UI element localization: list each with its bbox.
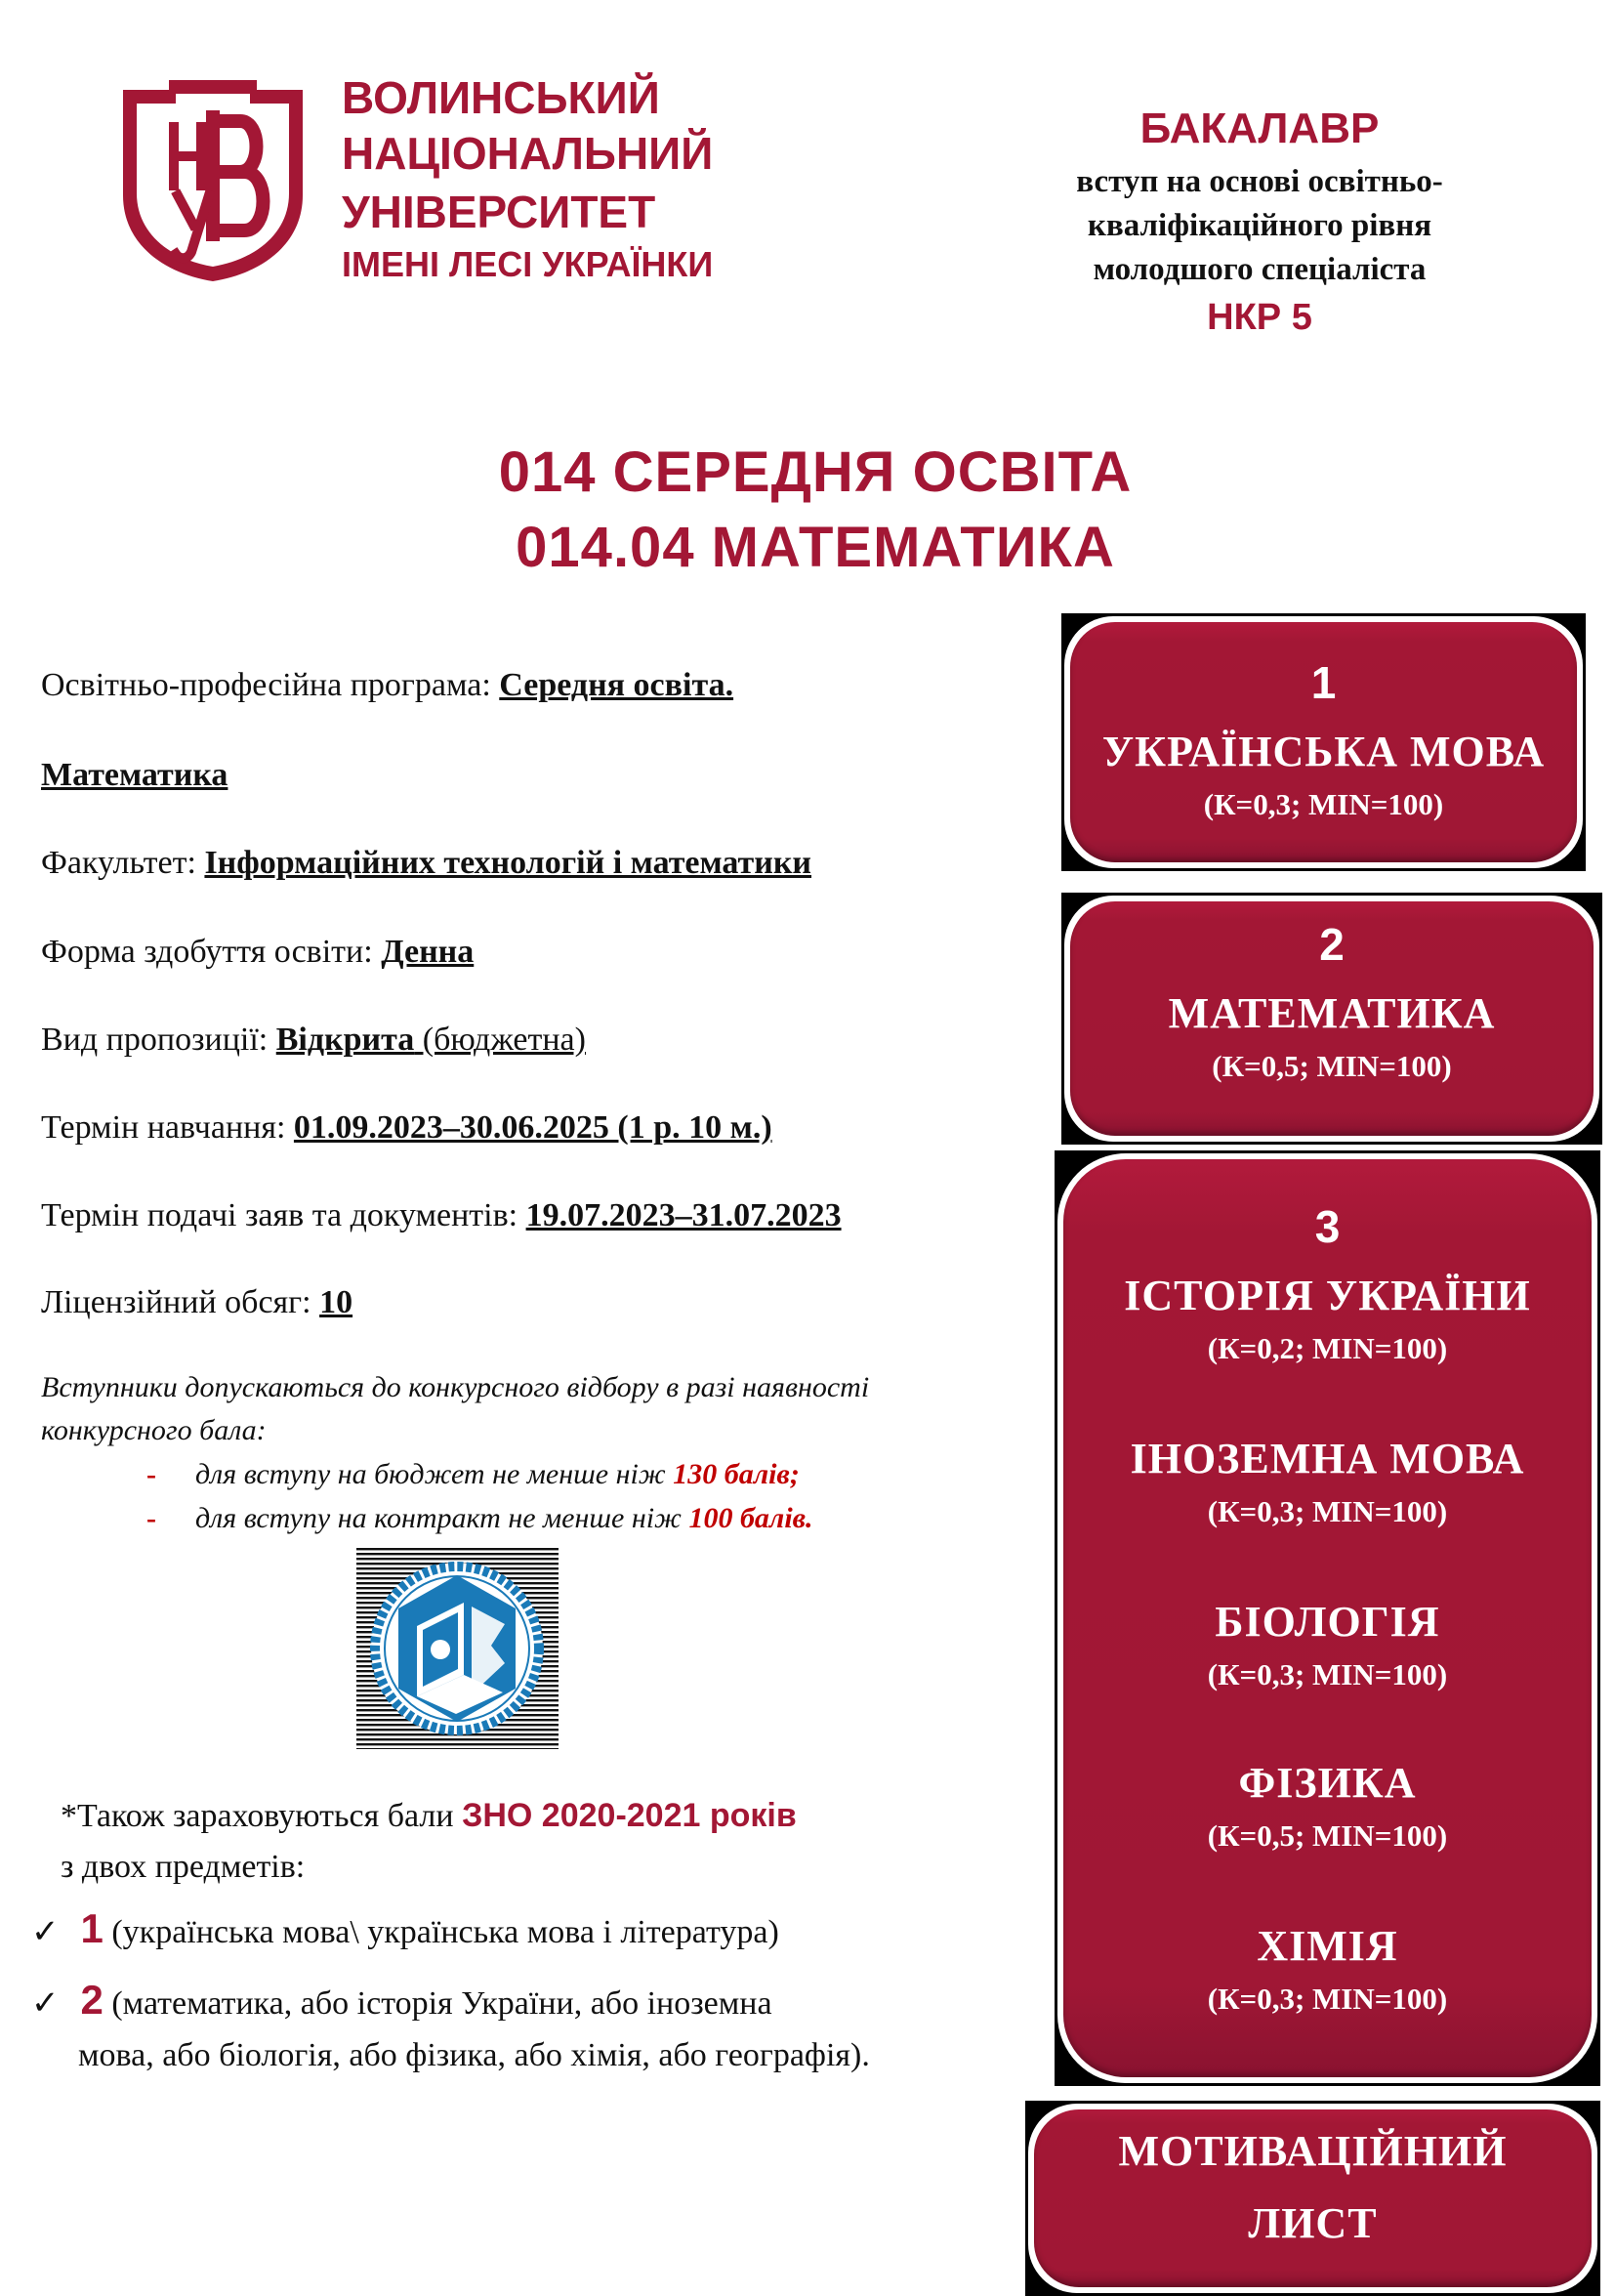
subject-option-name: ФІЗИКА: [1238, 1759, 1417, 1807]
subject-params: (К=0,3; MIN=100): [1203, 787, 1444, 821]
admission-item-value: 100 балів.: [688, 1502, 813, 1534]
subject-name: УКРАЇНСЬКА МОВА: [1101, 728, 1546, 775]
motivation-letter-line: МОТИВАЦІЙНИЙ: [1118, 2127, 1508, 2175]
subject-option-params: (К=0,3; MIN=100): [1207, 1657, 1448, 1691]
application-term-value: 19.07.2023–31.07.2023: [525, 1197, 842, 1233]
zno-item: [31, 1976, 772, 2025]
check-icon: ✓: [31, 1985, 60, 2022]
admission-note: Вступники допускаються до конкурсного відбору в разі наявності: [41, 1371, 870, 1403]
university-name-line: УНІВЕРСИТЕТ: [342, 187, 656, 237]
subject-option-name: ІСТОРІЯ УКРАЇНИ: [1124, 1272, 1531, 1319]
basis-line: вступ на основі освітньо-: [1076, 164, 1443, 199]
license-line: [41, 1278, 352, 1327]
study-term-label: Термін навчання:: [41, 1109, 294, 1146]
admission-note-cont: конкурсного бала:: [41, 1414, 267, 1446]
study-form-line: [41, 928, 474, 977]
basis-line: молодшого спеціаліста: [1093, 252, 1427, 287]
subject-number: 1: [1310, 657, 1337, 708]
faculty-label: Факультет:: [41, 845, 205, 881]
motivation-letter-box: [1025, 2101, 1600, 2296]
zno-highlight: ЗНО 2020-2021 років: [462, 1797, 797, 1834]
subject-option-params: (К=0,3; MIN=100): [1207, 1982, 1448, 2016]
zno-item: [31, 1904, 779, 1953]
zno-item-cont: мова, або біологія, або фізика, або хімія, або географія).: [78, 2037, 870, 2073]
check-icon: ✓: [31, 1914, 60, 1950]
zno-intro-text: *Також зараховуються бали: [61, 1798, 463, 1834]
subject-option-name: БІОЛОГІЯ: [1215, 1598, 1440, 1646]
basis-line: кваліфікаційного рівня: [1087, 208, 1432, 243]
admission-item: [146, 1499, 813, 1538]
study-form-label: Форма здобуття освіти:: [41, 934, 382, 970]
university-emblem: [115, 78, 311, 283]
subject-option-params: (К=0,2; MIN=100): [1207, 1331, 1448, 1365]
degree-title: БАКАЛАВР: [1139, 104, 1380, 152]
specialty-title: 014 СЕРЕДНЯ ОСВІТА: [498, 440, 1133, 504]
specialization-title: 014.04 МАТЕМАТИКА: [516, 516, 1115, 579]
study-term-line: [41, 1104, 772, 1152]
subject-option-params: (К=0,3; MIN=100): [1207, 1494, 1448, 1528]
offer-type-value: Відкрита: [275, 1022, 415, 1058]
zno-intro-cont: з двох предметів:: [61, 1849, 306, 1885]
subject-box-2: [1061, 893, 1602, 1145]
faculty-line: [41, 839, 811, 888]
admission-item: [146, 1455, 800, 1494]
application-term-label: Термін подачі заяв та документів:: [41, 1197, 526, 1233]
application-term-line: [41, 1191, 842, 1240]
offer-type-note: (бюджетна): [414, 1022, 586, 1058]
bullet-dash: -: [146, 1458, 156, 1490]
license-label: Ліцензійний обсяг:: [41, 1284, 320, 1320]
zno-intro: [61, 1791, 797, 1840]
bullet-dash: -: [146, 1502, 156, 1534]
subject-option-name: ІНОЗЕМНА МОВА: [1130, 1435, 1525, 1482]
program-line: [41, 661, 733, 710]
university-name-line: ІМЕНІ ЛЕСІ УКРАЇНКИ: [342, 244, 714, 284]
program-value-cont: Математика: [41, 757, 228, 793]
offer-type-label: Вид пропозиції:: [41, 1022, 276, 1058]
program-label: Освітньо-професійна програма:: [41, 667, 500, 703]
admission-item-value: 130 балів;: [673, 1458, 800, 1490]
offer-type-line: [41, 1016, 586, 1065]
zno-item-text: (математика, або історія України, або іноземна: [103, 1985, 772, 2022]
subject-box-1: [1061, 613, 1586, 871]
admission-item-text: для вступу на контракт не менше ніж: [195, 1502, 689, 1534]
study-form-value: Денна: [381, 934, 475, 970]
subject-params: (К=0,5; MIN=100): [1212, 1049, 1452, 1083]
subject-number: 3: [1314, 1201, 1341, 1252]
program-value: Середня освіта.: [499, 667, 734, 703]
subject-option-params: (К=0,5; MIN=100): [1207, 1818, 1448, 1853]
license-value: 10: [319, 1284, 353, 1320]
subject-number: 2: [1319, 919, 1345, 970]
zno-item-number: 1: [80, 1905, 104, 1951]
qualification-level: НКР 5: [1207, 297, 1312, 338]
university-name-line: НАЦІОНАЛЬНИЙ: [342, 128, 714, 179]
university-name-line: ВОЛИНСЬКИЙ: [342, 72, 660, 123]
motivation-letter-line: ЛИСТ: [1248, 2199, 1378, 2247]
study-term-value: 01.09.2023–30.06.2025 (1 р. 10 м.): [293, 1109, 772, 1146]
subject-option-name: ХІМІЯ: [1257, 1922, 1398, 1970]
admission-item-text: для вступу на бюджет не менше ніж: [195, 1458, 674, 1490]
zno-item-number: 2: [80, 1977, 104, 2023]
faculty-logo: [356, 1548, 559, 1749]
zno-item-text: (українська мова\ українська мова і література): [103, 1914, 779, 1950]
faculty-value: Інформаційних технологій і математики: [204, 845, 812, 881]
subject-name: МАТЕМАТИКА: [1168, 989, 1496, 1037]
subject-box-3: [1055, 1150, 1600, 2086]
